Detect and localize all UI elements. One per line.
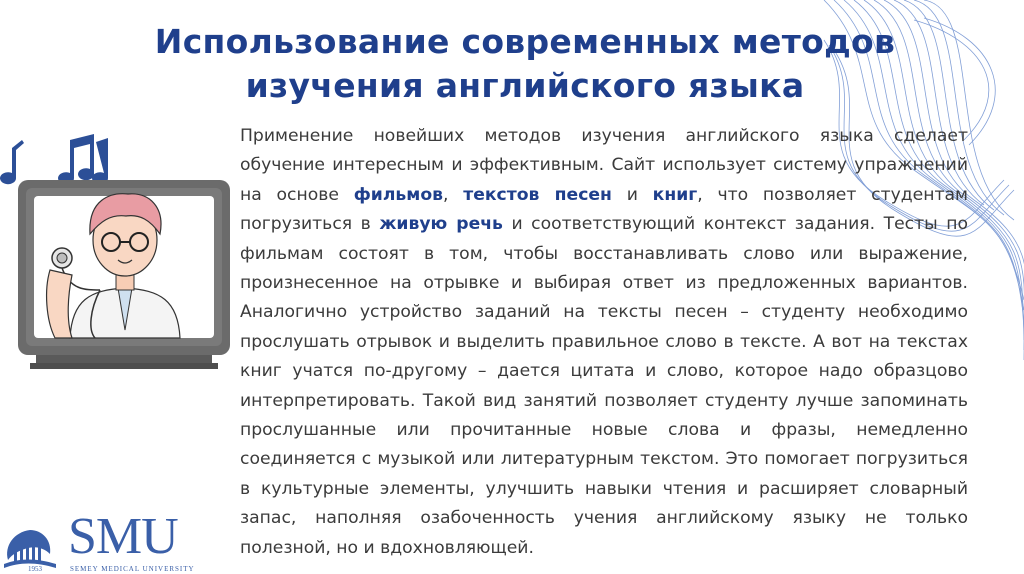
logo-year: 1953 bbox=[28, 565, 42, 573]
body-paragraph bbox=[240, 122, 968, 563]
highlighted-keyword: текстов песен bbox=[463, 184, 612, 205]
logo-wordmark: SMU bbox=[68, 508, 178, 565]
paragraph-text: , bbox=[443, 184, 464, 205]
highlighted-keyword: живую речь bbox=[379, 214, 503, 235]
paragraph-text: , что позволяет студентам погрузиться в bbox=[240, 184, 968, 235]
paragraph-text: и bbox=[611, 184, 653, 205]
music-note-icon bbox=[0, 134, 108, 184]
paragraph-text: Применение новейших методов изучения английского языка сделает обучение интересным и эффективным. Сайт использует систему упражнений на основе bbox=[240, 126, 968, 205]
highlighted-keyword: книг bbox=[652, 184, 698, 205]
tv-illustration bbox=[0, 130, 240, 375]
page-title: Использование современных методов изучения английского языка bbox=[154, 22, 896, 105]
paragraph-text: и соответствующий контекст задания. Тесты по фильмам состоят в том, чтобы восстанавливать слово или выражение, произнесенное на отрывке и выбирая ответ из предложенных вариантов. Аналогично устройство заданий на тексты песен – студенту необходимо прослушать отрывок и выделить правильное слово в тексте. А вот на текстах книг учатся по-другому – дается цитата и слово, которое надо образцово интерпретировать. Такой вид занятий позволяет студенту лучше запоминать прослушанные или прочитанные новые слова и фразы, немедленно соединяется с музыкой или литературным текстом. Это помогает погрузиться в культурные элементы, улучшить навыки чтения и расширяет словарный запас, наполняя озабоченность учения английскому языку не только полезной, но и вдохновляющей. bbox=[240, 214, 968, 558]
highlighted-keyword: фильмов bbox=[353, 184, 444, 205]
logo-subtitle: SEMEY MEDICAL UNIVERSITY bbox=[70, 565, 195, 573]
